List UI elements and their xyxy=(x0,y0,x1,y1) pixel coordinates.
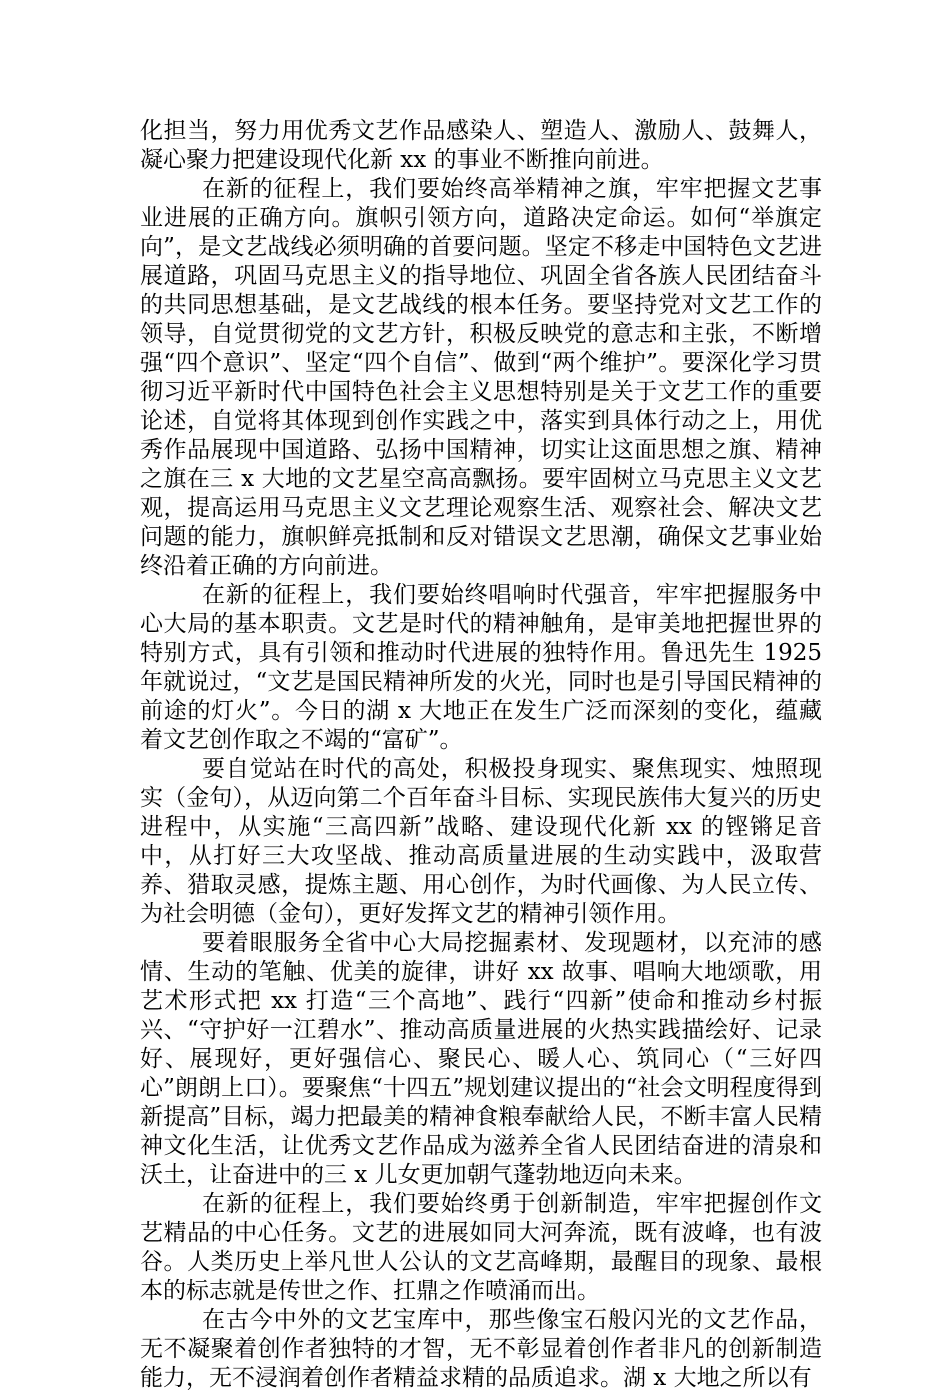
paragraph: 在古今中外的文艺宝库中，那些像宝石般闪光的文艺作品，无不凝聚着创作者独特的才智，无不彰显着创作者非凡的创新制造能力，无不浸润着创作者精益求精的品质追求。湖 x 大地之所以有 xyxy=(140,1307,822,1391)
document-body xyxy=(140,117,822,1393)
paragraph: 在新的征程上，我们要始终勇于创新制造，牢牢把握创作文艺精品的中心任务。文艺的进展如同大河奔流，既有波峰，也有波谷。人类历史上举凡世人公认的文艺高峰期，最醒目的现象、最根本的标志就是传世之作、扛鼎之作喷涌而出。 xyxy=(140,1191,822,1304)
paragraph: 要着眼服务全省中心大局挖掘素材、发现题材，以充沛的感情、生动的笔触、优美的旋律，讲好 xx 故事、唱响大地颂歌，用艺术形式把 xx 打造“三个高地”、践行“四新”使命和推动乡村振兴、“守护好一江碧水”、推动高质量进展的火热实践描绘好、记录好、展现好，更好强信心、聚民心、暖人心、筑同心（“三好四心”朗朗上口）。要聚焦“十四五”规划建议提出的“社会文明程度得到新提高”目标，竭力把最美的精神食粮奉献给人民，不断丰富人民精神文化生活，让优秀文艺作品成为滋养全省人民团结奋进的清泉和沃土，让奋进中的三 x 儿女更加朝气蓬勃地迈向未来。 xyxy=(140,930,822,1188)
paragraph: 化担当，努力用优秀文艺作品感染人、塑造人、激励人、鼓舞人，凝心聚力把建设现代化新 xx 的事业不断推向前进。 xyxy=(140,118,822,173)
paragraph: 在新的征程上，我们要始终高举精神之旗，牢牢把握文艺事业进展的正确方向。旗帜引领方向，道路决定命运。如何“举旗定向”，是文艺战线必须明确的首要问题。坚定不移走中国特色文艺进展道路，巩固马克思主义的指导地位、巩固全省各族人民团结奋斗的共同思想基础，是文艺战线的根本任务。要坚持党对文艺工作的领导，自觉贯彻党的文艺方针，积极反映党的意志和主张，不断增强“四个意识”、坚定“四个自信”、做到“两个维护”。要深化学习贯彻习近平新时代中国特色社会主义思想特别是关于文艺工作的重要论述，自觉将其体现到创作实践之中，落实到具体行动之上，用优秀作品展现中国道路、弘扬中国精神，切实让这面思想之旗、精神之旗在三 x 大地的文艺星空高高飘扬。要牢固树立马克思主义文艺观，提高运用马克思主义文艺理论观察生活、观察社会、解决文艺问题的能力，旗帜鲜亮抵制和反对错误文艺思潮，确保文艺事业始终沿着正确的方向前进。 xyxy=(140,176,822,579)
paragraph: 要自觉站在时代的高处，积极投身现实、聚焦现实、烛照现实（金句），从迈向第二个百年奋斗目标、实现民族伟大复兴的历史进程中，从实施“三高四新”战略、建设现代化新 xx 的铿锵足音中，从打好三大攻坚战、推动高质量进展的生动实践中，汲取营养、猎取灵感，提炼主题、用心创作，为时代画像、为人民立传、为社会明德（金句），更好发挥文艺的精神引领作用。 xyxy=(140,756,822,927)
paragraph: 在新的征程上，我们要始终唱响时代强音，牢牢把握服务中心大局的基本职责。文艺是时代的精神触角，是审美地把握世界的特别方式，具有引领和推动时代进展的独特作用。鲁迅先生 1925 年就说过，“文艺是国民精神所发的火光，同时也是引导国民精神的前途的灯火”。今日的湖 x 大地正在发生广泛而深刻的变化，蕴藏着文艺创作取之不竭的“富矿”。 xyxy=(140,582,822,753)
